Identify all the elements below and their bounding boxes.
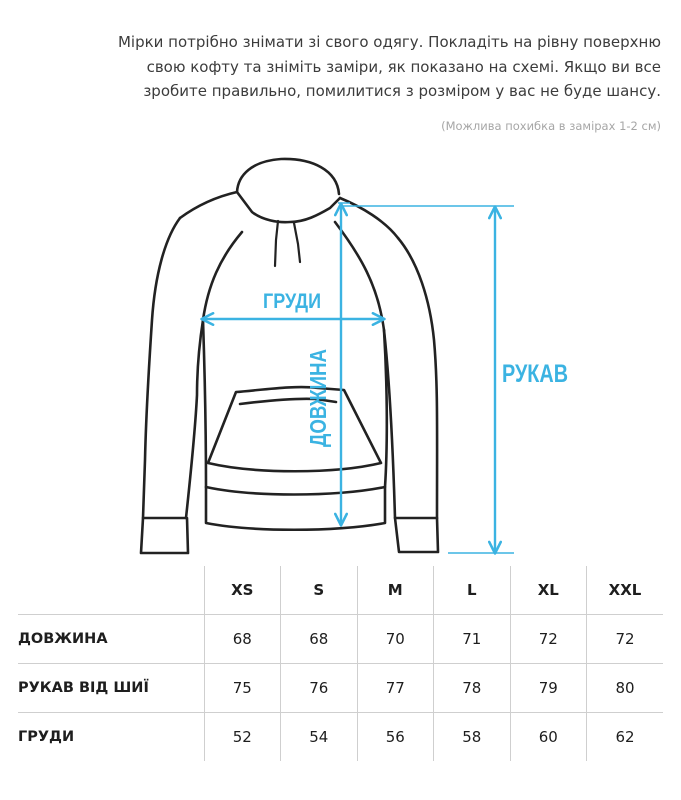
right-sleeve-outer	[398, 238, 437, 518]
table-cell: 62	[587, 713, 664, 762]
torso-left-side	[203, 320, 206, 487]
drawstring-left	[275, 221, 278, 266]
measurement-error-note: (Можлива похибка в замірах 1-2 см)	[441, 119, 661, 133]
row-label: ДОВЖИНА	[18, 615, 204, 664]
hoodie-outline	[141, 159, 438, 553]
table-cell: 70	[357, 615, 434, 664]
table-cell: 72	[587, 615, 664, 664]
size-header: XS	[204, 566, 281, 615]
table-cell: 68	[281, 615, 358, 664]
left-cuff	[141, 518, 188, 553]
length-label: ДОВЖИНА	[305, 326, 331, 447]
table-cell: 72	[510, 615, 587, 664]
chest-label: ГРУДИ	[263, 290, 321, 313]
left-sleeve-outer	[143, 218, 180, 518]
table-row	[18, 713, 663, 762]
right-cuff	[395, 518, 438, 552]
intro-line: зробите правильно, помилитися з розміром у вас не буде шансу.	[143, 82, 661, 100]
drawstring-right	[294, 223, 300, 262]
size-header: XXL	[587, 566, 664, 615]
table-cell: 52	[204, 713, 281, 762]
corner-cell	[18, 566, 204, 615]
size-header: XL	[510, 566, 587, 615]
waistband	[206, 487, 385, 530]
hood-neck	[237, 192, 340, 222]
table-cell: 75	[204, 664, 281, 713]
table-row	[18, 664, 663, 713]
left-shoulder	[180, 192, 237, 218]
size-header: S	[281, 566, 358, 615]
intro-line: Мірки потрібно знімати зі свого одягу. Покладіть на рівну поверхню	[117, 33, 661, 51]
table-cell: 60	[510, 713, 587, 762]
table-cell: 78	[434, 664, 511, 713]
hoodie-measurement-diagram	[0, 150, 681, 562]
table-cell: 56	[357, 713, 434, 762]
row-label: РУКАВ ВІД ШИЇ	[18, 664, 204, 713]
left-sleeve-inner	[186, 232, 242, 518]
size-chart-table	[18, 566, 663, 761]
row-label: ГРУДИ	[18, 729, 75, 745]
hood-outline	[237, 159, 339, 194]
table-cell: 76	[281, 664, 358, 713]
table-cell: 71	[434, 615, 511, 664]
size-header: M	[357, 566, 434, 615]
size-header-row	[18, 566, 663, 615]
table-cell: 79	[510, 664, 587, 713]
table-row	[18, 615, 663, 664]
table-cell: 77	[357, 664, 434, 713]
intro-line: свою кофту та зніміть заміри, як показано на схемі. Якщо ви все	[146, 57, 661, 76]
intro-text	[31, 30, 661, 104]
right-shoulder	[340, 198, 398, 238]
torso-right-side	[384, 330, 387, 487]
table-cell: 68	[204, 615, 281, 664]
table-cell: 58	[434, 713, 511, 762]
table-cell: 54	[281, 713, 358, 762]
sleeve-label: РУКАВ	[502, 360, 568, 388]
size-header: L	[434, 566, 511, 615]
table-cell: 80	[587, 664, 664, 713]
